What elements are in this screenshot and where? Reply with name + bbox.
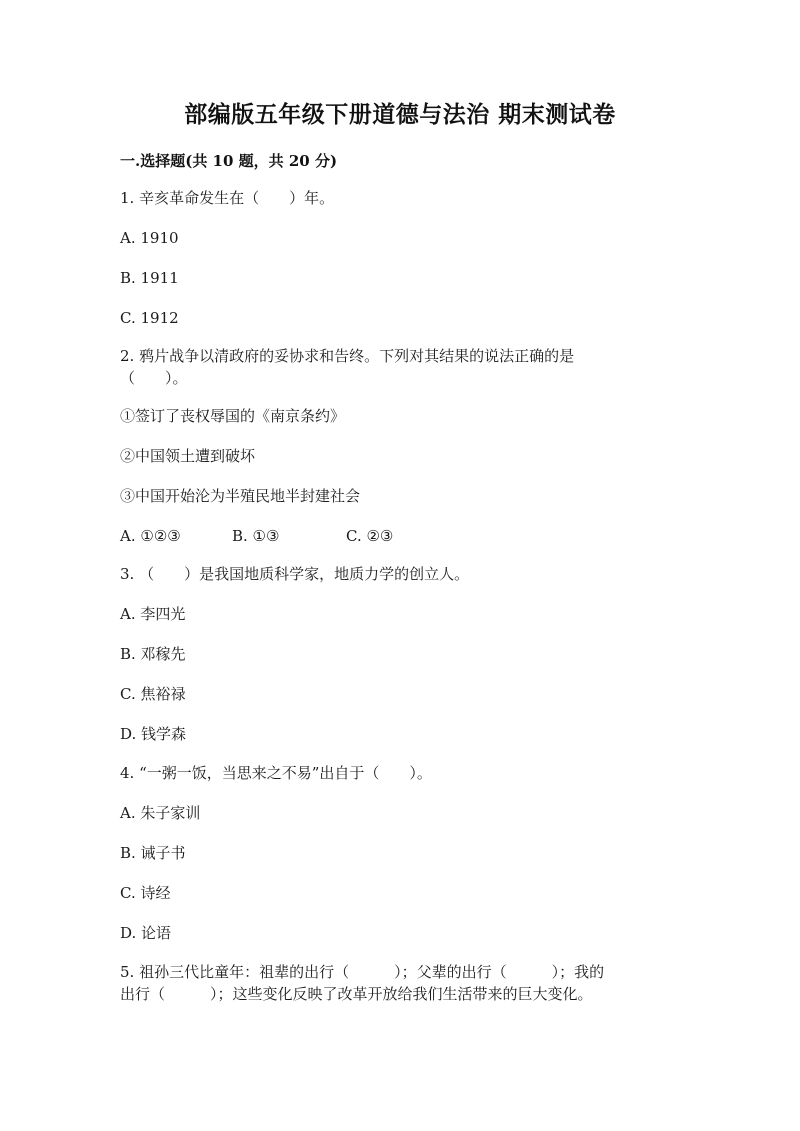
question-2-stem-line1: 2. 鸦片战争以清政府的妥协求和告终。下列对其结果的说法正确的是	[120, 347, 575, 365]
question-2-statement-1: ①签订了丧权辱国的《南京条约》	[120, 407, 346, 425]
exam-title: 部编版五年级下册道德与法治 期末测试卷	[184, 101, 616, 128]
question-1-option-a: A. 1910	[120, 229, 179, 247]
question-4-option-b: B. 诫子书	[120, 844, 186, 862]
question-3-option-d: D. 钱学森	[120, 725, 187, 743]
question-2-statement-3: ③中国开始沦为半殖民地半封建社会	[120, 487, 361, 505]
question-2-option-b: B. ①③	[232, 527, 280, 545]
question-4-option-c: C. 诗经	[120, 884, 171, 902]
question-2-option-a: A. ①②③	[120, 527, 181, 545]
question-5-stem-line2: 出行（ ）；这些变化反映了改革开放给我们生活带来的巨大变化。	[120, 985, 593, 1003]
question-2-statement-2: ②中国领土遭到破坏	[120, 447, 256, 465]
question-1-option-c: C. 1912	[120, 309, 179, 327]
question-2-options	[120, 526, 393, 546]
question-1-option-b: B. 1911	[120, 269, 179, 287]
question-1-stem: 1. 辛亥革命发生在（ ）年。	[120, 189, 335, 207]
question-3-stem: 3. （ ）是我国地质科学家，地质力学的创立人。	[120, 565, 470, 583]
question-4-option-d: D. 论语	[120, 924, 172, 942]
question-4-stem: 4. “一粥一饭，当思来之不易”出自于（ ）。	[120, 764, 432, 782]
section-heading: 一.选择题(共 10 题，共 20 分)	[120, 152, 338, 170]
question-2-stem-line2: （ ）。	[120, 369, 188, 387]
question-3-option-b: B. 邓稼先	[120, 645, 186, 663]
question-5-stem-line1: 5. 祖孙三代比童年：祖辈的出行（ ）；父辈的出行（ ）；我的	[120, 963, 605, 981]
question-3-option-c: C. 焦裕禄	[120, 685, 186, 703]
question-3-option-a: A. 李四光	[120, 605, 186, 623]
question-2-option-c: C. ②③	[346, 527, 394, 545]
question-4-option-a: A. 朱子家训	[120, 804, 201, 822]
